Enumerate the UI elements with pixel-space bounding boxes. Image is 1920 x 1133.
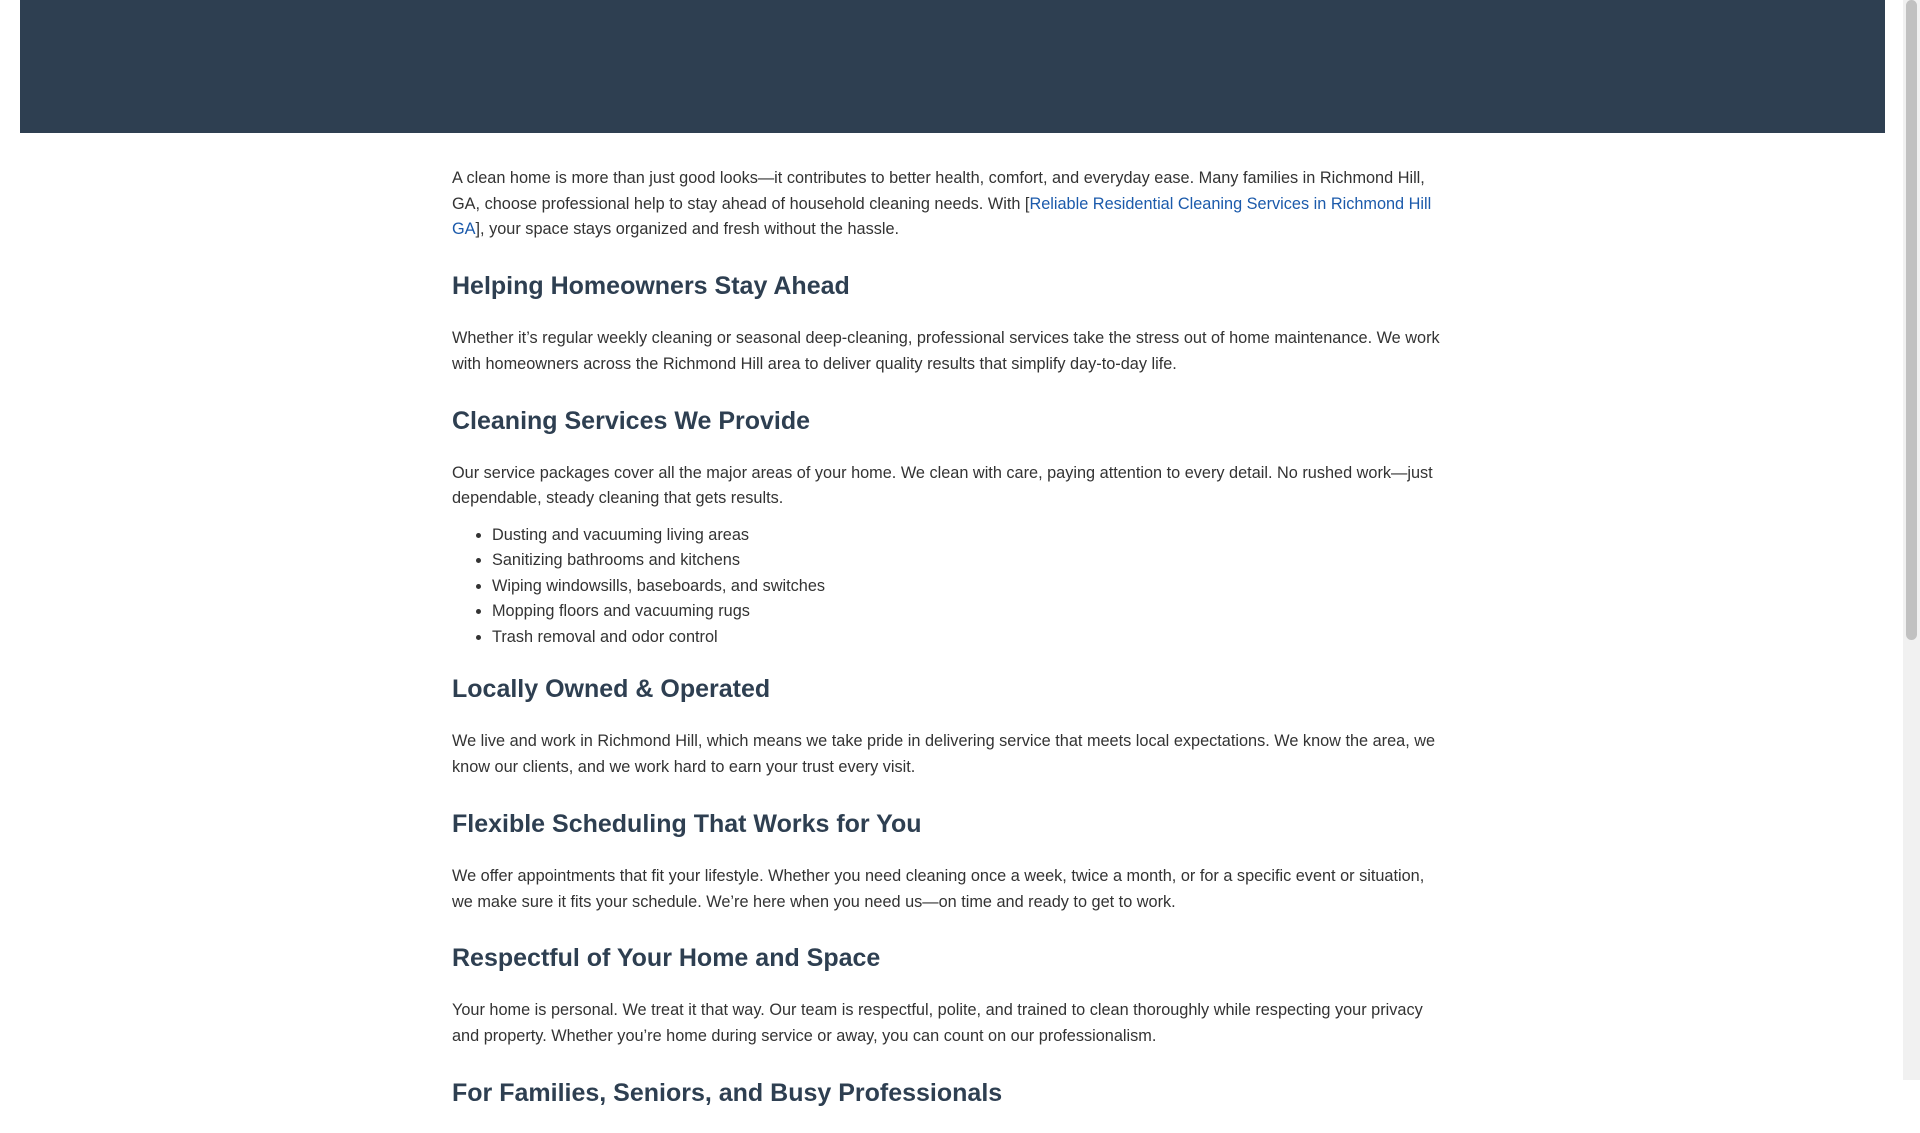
- section-text-cleaning-services: Our service packages cover all the major areas of your home. We clean with care, paying attention to every detail. No rushed work—just dependable, steady cleaning that gets results.: [452, 463, 1433, 508]
- intro-paragraph: [452, 166, 1447, 243]
- section-heading-helping-homeowners: Helping Homeowners Stay Ahead: [452, 272, 850, 301]
- section-text-helping-homeowners: Whether it’s regular weekly cleaning or seasonal deep-cleaning, professional services take the stress out of home maintenance. We work with homeowners across the Richmond Hill area to deliver quality results that simplify day-to-day life.: [452, 329, 1440, 373]
- section-heading-cleaning-services: Cleaning Services We Provide: [452, 406, 811, 435]
- intro-text-before: A clean home is more than just good looks—it contributes to better health, comfort, and everyday ease. Many families in Richmond Hill, GA, choose professional help to stay ahead of household cleaning needs. With [: [452, 169, 1425, 213]
- article-content: [452, 166, 1447, 1133]
- site-header: [20, 0, 1885, 133]
- list-item: • Dusting and vacuuming living areas: [492, 523, 1447, 549]
- section-text-respectful: Your home is personal. We treat it that way. Our team is respectful, polite, and trained to clean thoroughly while respecting your privacy and property. Whether you’re home during service or away, you can count on our professionalism.: [452, 1001, 1423, 1045]
- list-item: • Mopping floors and vacuuming rugs: [492, 599, 1447, 625]
- scrollbar-thumb[interactable]: [1906, 0, 1917, 640]
- services-list: [452, 523, 1447, 651]
- list-item: • Wiping windowsills, baseboards, and switches: [492, 574, 1447, 600]
- section-heading-families-seniors: For Families, Seniors, and Busy Professionals: [452, 1078, 1003, 1107]
- vertical-scrollbar[interactable]: [1903, 0, 1920, 1080]
- section-heading-respectful: Respectful of Your Home and Space: [452, 944, 881, 973]
- section-heading-flexible-scheduling: Flexible Scheduling That Works for You: [452, 809, 922, 838]
- intro-text-after: ], your space stays organized and fresh without the hassle.: [475, 220, 900, 239]
- list-item: • Sanitizing bathrooms and kitchens: [492, 548, 1447, 574]
- section-text-locally-owned: We live and work in Richmond Hill, which means we take pride in delivering service that meets local expectations. We know the area, we know our clients, and we work hard to earn your trust every visit.: [452, 732, 1436, 777]
- residential-cleaning-link[interactable]: Reliable Residential Cleaning Services in Richmond Hill GA: [452, 194, 1432, 239]
- section-text-flexible-scheduling: We offer appointments that fit your lifestyle. Whether you need cleaning once a week, twice a month, or for a specific event or situation, we make sure it fits your schedule. We’re here when you need us—on time and ready to get to work.: [452, 866, 1425, 911]
- list-item: • Trash removal and odor control: [492, 625, 1447, 651]
- section-heading-locally-owned: Locally Owned & Operated: [452, 675, 771, 704]
